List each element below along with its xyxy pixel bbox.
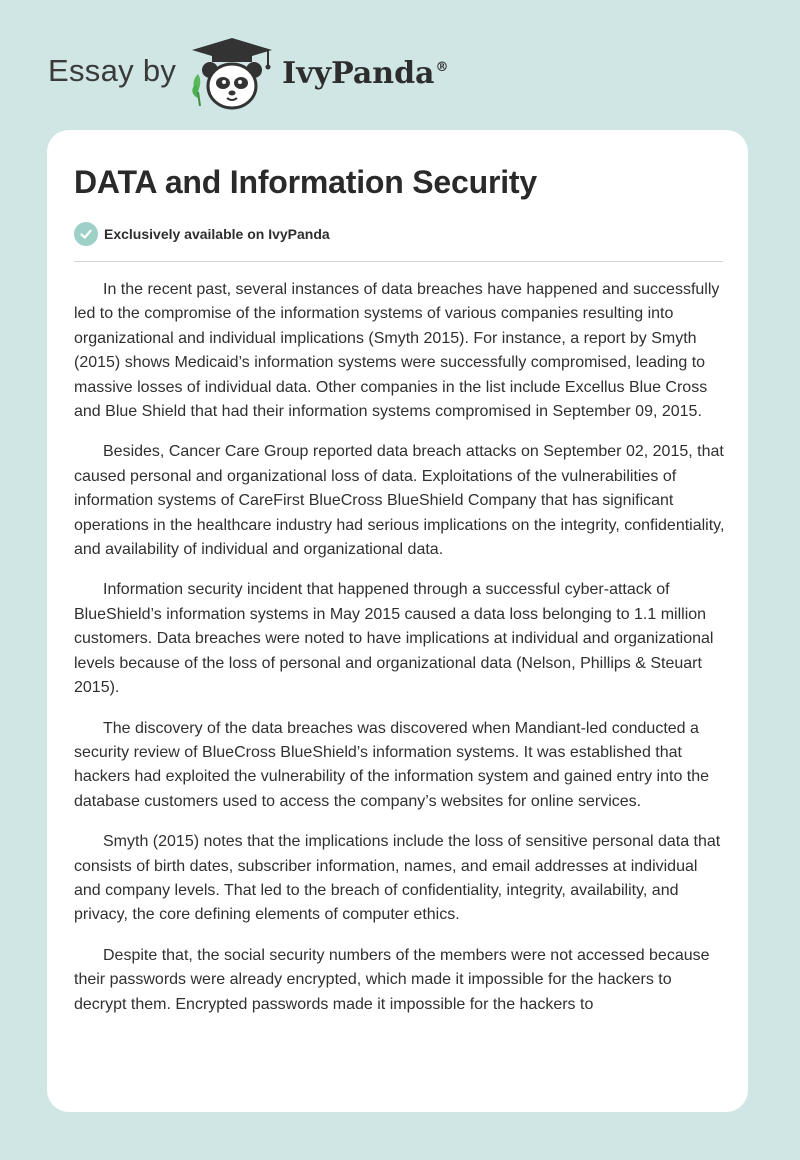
- exclusive-badge-label: Exclusively available on IvyPanda: [104, 226, 330, 242]
- site-header: [48, 34, 449, 114]
- paragraph: Information security incident that happened through a successful cyber-attack of BlueShield’s information systems in May 2015 caused a data loss belonging to 1.1 million customers. Data breaches were noted to have implications at individual and organizational levels because of the loss of personal and organizational data (Nelson, Phillips & Steuart 2015).: [74, 581, 714, 697]
- essay-by-label: Essay by: [48, 53, 177, 88]
- registered-mark: ®: [435, 59, 449, 75]
- paragraph: Despite that, the social security numbers of the members were not accessed because their passwords were already encrypted, which made it impossible for the hackers to decrypt them. Encrypted passwords made it impossible for the hackers to: [74, 946, 710, 1013]
- title-divider: [74, 261, 723, 262]
- paragraph: Besides, Cancer Care Group reported data breach attacks on September 02, 2015, that caused personal and organizational loss of data. Exploitations of the vulnerabilities of information systems of CareFirst BlueCross BlueShield Company that has significant operations in the healthcare industry had serious implications on the integrity, confidentiality, and availability of individual and organizational data.: [74, 443, 725, 559]
- page-title: DATA and Information Security: [74, 164, 537, 200]
- paragraph: Smyth (2015) notes that the implications include the loss of sensitive personal data that consists of birth dates, subscriber information, names, and email addresses at individual and company levels. That led to the breach of confidentiality, integrity, availability, and privacy, the core defining elements of computer ethics.: [74, 833, 721, 924]
- paragraph: The discovery of the data breaches was discovered when Mandiant-led conducted a security review of BlueCross BlueShield’s information systems. It was established that hackers had exploited the vulnerability of the information system and gained entry into the database customers used to access the company’s websites for online services.: [74, 719, 710, 810]
- check-circle-icon: [74, 222, 98, 246]
- panda-graduate-icon: [188, 34, 276, 114]
- brand-name: [282, 56, 448, 91]
- exclusive-badge: [74, 222, 330, 246]
- essay-body: [74, 278, 726, 1033]
- essay-card: [47, 130, 748, 1112]
- brand-name-text: IvyPanda: [282, 55, 435, 91]
- paragraph: In the recent past, several instances of data breaches have happened and successfully led to the compromise of the information systems of various companies resulting into organizational and individual implications (Smyth 2015). For instance, a report by Smyth (2015) shows Medicaid’s information systems were successfully compromised, leading to massive losses of individual data. Other companies in the list include Excellus Blue Cross and Blue Shield that had their information systems compromised in September 09, 2015.: [74, 281, 720, 421]
